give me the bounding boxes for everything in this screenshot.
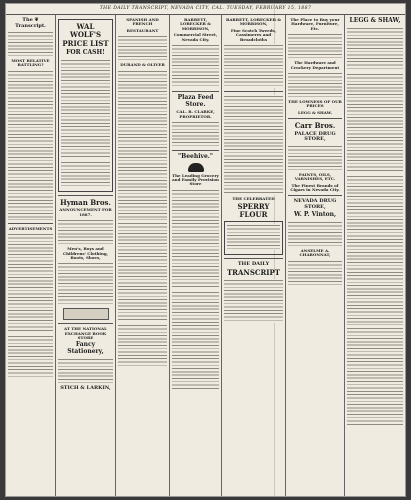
text-block bbox=[224, 279, 283, 323]
carr-bros-heading: Carr Bros. bbox=[294, 121, 336, 131]
text-block bbox=[347, 175, 403, 325]
clothing-line: Men's, Boys and Childrens' Clothing, Boots, Shoes, bbox=[62, 246, 109, 260]
leading-store-line: The Leading Grocery and Family Provision Store bbox=[172, 172, 219, 187]
price-list-ad bbox=[58, 19, 113, 192]
ad-subheading: Commercial Street, Nevada City. bbox=[173, 32, 218, 42]
divider bbox=[58, 195, 113, 196]
lowness-heading: THE LOWNESS OF OUR PRICES bbox=[288, 98, 342, 109]
divider bbox=[224, 258, 283, 259]
column-6 bbox=[286, 15, 345, 496]
hardware-department: The Hardware and Crockery Department bbox=[290, 60, 340, 70]
divider bbox=[172, 91, 219, 92]
fine-goods-line: Fine Scotch Tweeds, Cassimeres and Broadcloths bbox=[230, 27, 277, 42]
sperry-flour-box bbox=[224, 221, 283, 255]
text-block bbox=[347, 73, 403, 173]
text-block bbox=[288, 221, 342, 247]
restaurant-heading: SPANISH AND FRENCH bbox=[126, 17, 159, 27]
divider bbox=[172, 150, 219, 151]
ad-heading: Hyman Bros. bbox=[60, 197, 111, 207]
column-1 bbox=[6, 15, 56, 496]
engraving-illustration bbox=[63, 308, 109, 320]
beehive-heading: "Beehive." bbox=[178, 152, 213, 160]
text-block bbox=[172, 291, 219, 391]
text-block bbox=[288, 72, 342, 98]
beehive-illustration bbox=[188, 163, 204, 172]
text-block bbox=[8, 233, 53, 333]
for-cash-heading: FOR CASH! bbox=[66, 49, 105, 57]
daily-heading: THE DAILY bbox=[237, 260, 270, 267]
divider bbox=[58, 323, 113, 324]
column-5 bbox=[222, 15, 286, 496]
section-heading: ADVERTISEMENTS bbox=[8, 225, 53, 231]
place-line: The Place to Buy your Hardware, Furniture, Etc. bbox=[290, 17, 340, 31]
text-block bbox=[288, 145, 342, 171]
paper-title: The ❦ Transcript. bbox=[15, 17, 46, 29]
text-block bbox=[347, 27, 403, 71]
anselme-heading: ANSELME A. CHARONNAT, bbox=[299, 247, 331, 258]
restaurant-sub: RESTAURANT bbox=[126, 27, 159, 33]
text-block bbox=[8, 31, 53, 57]
celebrated-heading: THE CELEBRATED bbox=[232, 195, 275, 201]
palace-drug-heading: PALACE DRUG STORE, bbox=[294, 130, 336, 143]
divider bbox=[8, 223, 53, 224]
legg-shaw-heading: LEGG & SHAW. bbox=[298, 109, 332, 115]
text-block bbox=[58, 219, 113, 245]
text-block bbox=[224, 44, 283, 88]
transcript-heading: TRANSCRIPT bbox=[226, 268, 281, 278]
text-block bbox=[172, 121, 219, 147]
ad-heading: BARRETT, LOBECKER & MORRISON, bbox=[225, 17, 282, 27]
divider bbox=[288, 118, 342, 119]
sperry-flour-heading: SPERRY FLOUR bbox=[237, 202, 270, 220]
cigars-line: The Finest Brands of Cigars in Nevada City. bbox=[290, 182, 340, 192]
column-3 bbox=[116, 15, 170, 496]
text-block bbox=[288, 260, 342, 286]
column-subtitle: MOST RELATIVE RATTLING? bbox=[11, 58, 50, 68]
divider bbox=[288, 195, 342, 196]
column-2 bbox=[56, 15, 116, 496]
text-block bbox=[347, 327, 403, 427]
text-block bbox=[288, 33, 342, 59]
text-block bbox=[172, 44, 219, 88]
nevada-drug-heading: NEVADA DRUG STORE, bbox=[293, 198, 337, 210]
book-store-heading: AT THE NATIONAL EXCHANGE BOOK STORE bbox=[64, 326, 107, 341]
menu-text bbox=[118, 70, 167, 220]
store-name: WAL WOLF'S bbox=[69, 22, 102, 39]
newspaper-page bbox=[6, 4, 405, 496]
fancy-stationery: Fancy Stationery, bbox=[67, 341, 104, 356]
paints-line: PAINTS, OILS, VARNISHES, ETC. bbox=[294, 171, 336, 182]
text-block bbox=[118, 35, 167, 61]
feed-store-heading: Plaza Feed Store. bbox=[177, 93, 214, 108]
text-block bbox=[8, 70, 53, 220]
firm-name: STICH & LARKIN, bbox=[60, 384, 111, 391]
column-7 bbox=[345, 15, 405, 496]
column-4 bbox=[170, 15, 222, 496]
feed-store-owner: CAL. R. CLARKE, PROPRIETOR. bbox=[176, 109, 215, 119]
text-block bbox=[172, 189, 219, 289]
masthead: THE DAILY TRANSCRIPT, NEVADA CITY, CAL. TUESDAY, FEBRUARY 15, 1887 bbox=[6, 4, 405, 15]
text-block bbox=[58, 358, 113, 384]
vinton-heading: W. P. Vinton, bbox=[293, 211, 337, 219]
price-list-heading: PRICE LIST bbox=[62, 39, 109, 49]
text-block bbox=[58, 262, 113, 306]
text-block bbox=[227, 224, 280, 250]
text-block bbox=[118, 324, 167, 368]
price-list-text bbox=[61, 161, 110, 187]
text-block bbox=[8, 335, 53, 379]
text-block bbox=[224, 95, 283, 195]
ad-subheading: ANNOUNCEMENT FOR 1887. bbox=[59, 207, 112, 217]
legg-shaw-owner: LEGG & SHAW, bbox=[349, 17, 401, 24]
menu-text bbox=[118, 222, 167, 322]
price-list-text bbox=[61, 59, 110, 159]
ad-heading: BARRETT, LOBECKER & MORRISON, bbox=[180, 17, 211, 31]
divider bbox=[224, 91, 283, 92]
restaurant-owner: DURAND & OLIVER bbox=[120, 62, 165, 68]
